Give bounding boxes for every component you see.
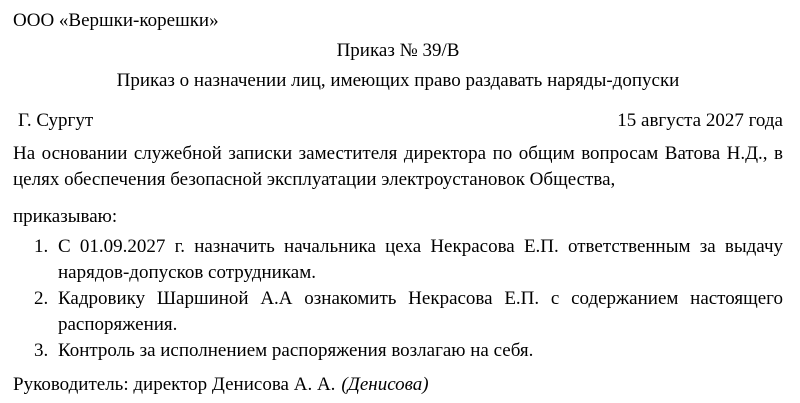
directive-word: приказываю: [13,206,118,227]
signature-line [13,372,783,398]
signature-label: Руководитель: директор Денисова А. А. [13,374,336,395]
item-text: С 01.09.2027 г. назначить начальника цеха Некрасова Е.П. ответственным за выдачу нарядов-допусков сотрудникам. [58,236,783,283]
item-text: Кадровику Шаршиной А.А ознакомить Некрасова Е.П. с содержанием настоящего распоряжения. [58,288,783,335]
signature-transcript: (Денисова) [341,374,429,395]
order-item [13,338,783,364]
order-subject: Приказ о назначении лиц, имеющих право раздавать наряды-допуски [116,70,680,91]
item-text: Контроль за исполнением распоряжения возлагаю на себя. [58,340,534,361]
city: Г. Сургут [18,110,94,131]
order-item [13,234,783,286]
item-number: 2. [34,288,49,309]
item-number: 1. [34,236,49,257]
company-name: ООО «Вершки-корешки» [13,10,219,31]
item-number: 3. [34,340,49,361]
order-item [13,286,783,338]
city-date-row [13,108,783,134]
order-number-title: Приказ № 39/В [336,40,460,61]
order-items-list [13,234,783,364]
preamble-paragraph: На основании служебной записки заместителя директора по общим вопросам Ватова Н.Д., в целях обеспечения безопасной эксплуатации электроустановок Общества, [13,143,783,190]
order-date: 15 августа 2027 года [617,110,783,131]
